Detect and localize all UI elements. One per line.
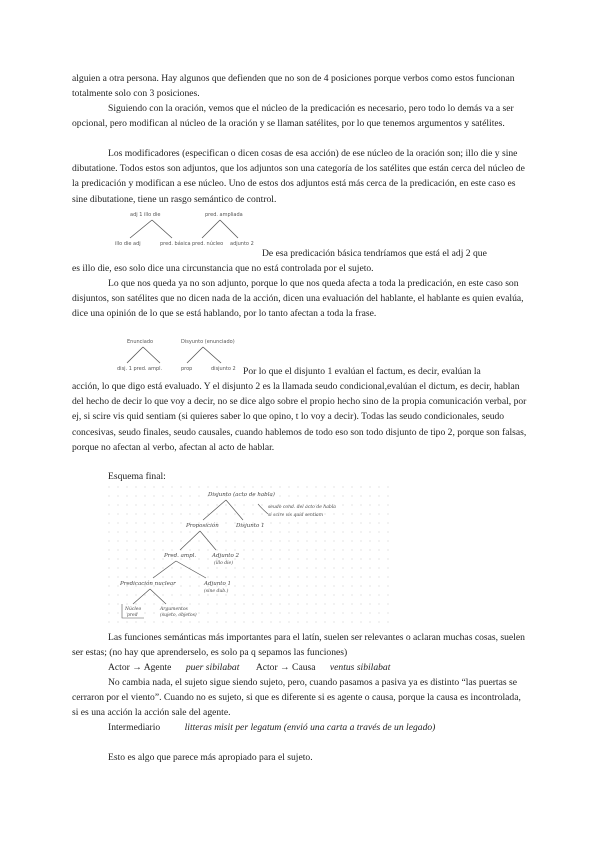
paragraph-intro: alguien a otra persona. Hay algunos que defienden que no son de 4 posiciones porque verbos como estos funcionan totalmente solo con 3 posiciones. bbox=[72, 73, 515, 100]
diagram3-leaf-pred-sub: pred bbox=[127, 613, 138, 618]
paragraph-disjunto1-start: Por lo que el disjunto 1 evalúan el factum, es decir, evalúan la bbox=[243, 366, 481, 377]
diagram1-top-right: pred. ampliada bbox=[205, 212, 243, 218]
diagram1-branch bbox=[202, 220, 220, 238]
diagram3-leaf-pred: Núcleo bbox=[125, 607, 142, 612]
diagram3-node-pred-nucl: Predicación nuclear bbox=[120, 581, 176, 587]
causa-label: Actor → Causa bbox=[255, 662, 316, 673]
diagram3-leaf-args-sub: (sujeto, objetos) bbox=[160, 613, 197, 618]
agente-example: puer sibilabat bbox=[185, 662, 240, 673]
diagram3-node-disj: Disjunto 1 bbox=[236, 523, 265, 529]
agente-row bbox=[108, 660, 390, 675]
diagram3-top: Disjunto (acto de habla) bbox=[208, 492, 275, 498]
diagram3-node-adj2-sub: (illo die) bbox=[214, 561, 233, 566]
paragraph-disjuntos: Lo que nos queda ya no son adjunto, porque lo que nos queda afecta a toda la predicación, en este caso son disjuntos, son satélites que no dicen nada de la acción, dicen una evaluación del hablante, el hablante es quien evalúa, dice una opinión de lo que se está hablando, por lo tanto afectan a toda la frase. bbox=[72, 278, 524, 320]
causa-example: ventus sibilabat bbox=[329, 662, 391, 673]
diagram1-top-left: adj 1 illo die bbox=[130, 212, 161, 218]
paragraph-disjunto1-rest: acción, lo que digo está evaluado. Y el disjunto 2 es la llamada seudo condicional,evalúan el dictum, es decir, hablan del hecho de decir lo que voy a decir, no se dice algo sobre el propio hecho sino de la propia comunicación verbal, por ej, si scire vis quid sentiam (si quieres saber lo que opino, t lo voy a decir). Todas las seudo condicionales, seudo concesivas, seudo finales, seudo causales, cuando hablemos de todo eso son todo disjunto de tipo 2, porque son falsas, porque no afectan al verbo, afectan al acto de hablar. bbox=[72, 381, 527, 453]
intermediario-row bbox=[108, 720, 435, 735]
diagram2-top-right: Disyunto (enunciado) bbox=[181, 339, 235, 345]
paragraph-funciones-semanticas: Las funciones semánticas más importantes para el latín, suelen ser relevantes o aclaran muchas cosas, suelen ser estas; (no hay que aprenderselo, es solo pa q sepamos las funciones) bbox=[72, 632, 525, 659]
esquema-heading: Esquema final: bbox=[108, 471, 166, 482]
paragraph-sujeto: Esto es algo que parece más apropiado para el sujeto. bbox=[108, 752, 313, 763]
diagram3-note-mid: si scire vis quid sentiam bbox=[268, 513, 324, 518]
diagram2-branch bbox=[203, 347, 221, 363]
paragraph-adj2-rest: es illo die, eso solo dice una circunstancia que no está controlada por el sujeto. bbox=[72, 263, 374, 274]
diagram2-branch bbox=[127, 347, 143, 363]
paragraph-modificadores: Los modificadores (especifican o dicen cosas de esa acción) de ese núcleo de la oración son; illo die y sine dibutatione. Todos estos son adjuntos, que los adjuntos son una categoría de los satélites que están cerca del núcleo de la predicación y modifican a ese núcleo. Uno de estos dos adjuntos está más cerca de la predicación, en este caso es sine dibutatione, tiene un rasgo semántico de control. bbox=[72, 148, 525, 205]
diagram3-note-top: seudo cond. del acto de habla bbox=[268, 505, 336, 510]
diagram3-leaf-args: Argumentos bbox=[160, 607, 188, 612]
diagram-esquema-final bbox=[108, 486, 390, 626]
diagram2-top-left: Enunciado bbox=[127, 339, 154, 345]
diagram-disjuntos bbox=[115, 337, 240, 373]
diagram2-leaf-b: prop bbox=[181, 366, 193, 372]
agente-label: Actor → Agente bbox=[108, 662, 172, 673]
diagram2-branch bbox=[143, 347, 160, 363]
diagram1-leaf-b: pred. básica bbox=[160, 241, 191, 247]
diagram3-node-adj2: Adjunto 2 bbox=[212, 553, 240, 559]
diagram2-leaf-a: disj. 1 pred. ampl. bbox=[117, 366, 163, 372]
diagram2-branch bbox=[187, 347, 203, 363]
diagram1-branch bbox=[152, 220, 172, 238]
diagram3-node-adj1-sub: (sine dub.) bbox=[204, 589, 229, 594]
diagram1-leaf-c: pred. núcleo bbox=[192, 241, 224, 247]
diagram1-leaf-d: adjunto 2 bbox=[230, 241, 254, 247]
intermediario-label: Intermediario bbox=[108, 722, 161, 733]
diagram3-node-adj1: Adjunto 1 bbox=[204, 581, 232, 587]
diagram1-branch bbox=[220, 220, 238, 238]
diagram3-node-prop: Proposición bbox=[186, 523, 219, 529]
diagram2-leaf-c: disjunto 2 bbox=[211, 366, 236, 372]
diagram3-node-pred-amp: Pred. ampl. bbox=[164, 553, 197, 559]
dotted-grid bbox=[108, 486, 390, 626]
diagram1-branch bbox=[130, 220, 152, 238]
diagram-adjuntos bbox=[110, 210, 260, 250]
diagram1-leaf-a: illo die adj bbox=[115, 241, 141, 247]
intermediario-example: litteras misit per legatum (envió una carta a través de un legado) bbox=[184, 722, 436, 733]
paragraph-satelites: Siguiendo con la oración, vemos que el núcleo de la predicación es necesario, pero todo lo demás va a ser opcional, pero modifican al núcleo de la oración y se llaman satélites, por lo que tenemos argumentos y satélites. bbox=[72, 103, 514, 130]
paragraph-adj2-start: De esa predicación básica tendríamos que está el adj 2 que bbox=[262, 248, 487, 259]
paragraph-pasiva: No cambia nada, el sujeto sigue siendo sujeto, pero, cuando pasamos a pasiva ya es distinto “las puertas se cerraron por el viento”. Cuando no es sujeto, si que es diferente si es agente o causa, porque la causa es incontrolada, si es una acción la acción sale del agente. bbox=[72, 677, 521, 719]
